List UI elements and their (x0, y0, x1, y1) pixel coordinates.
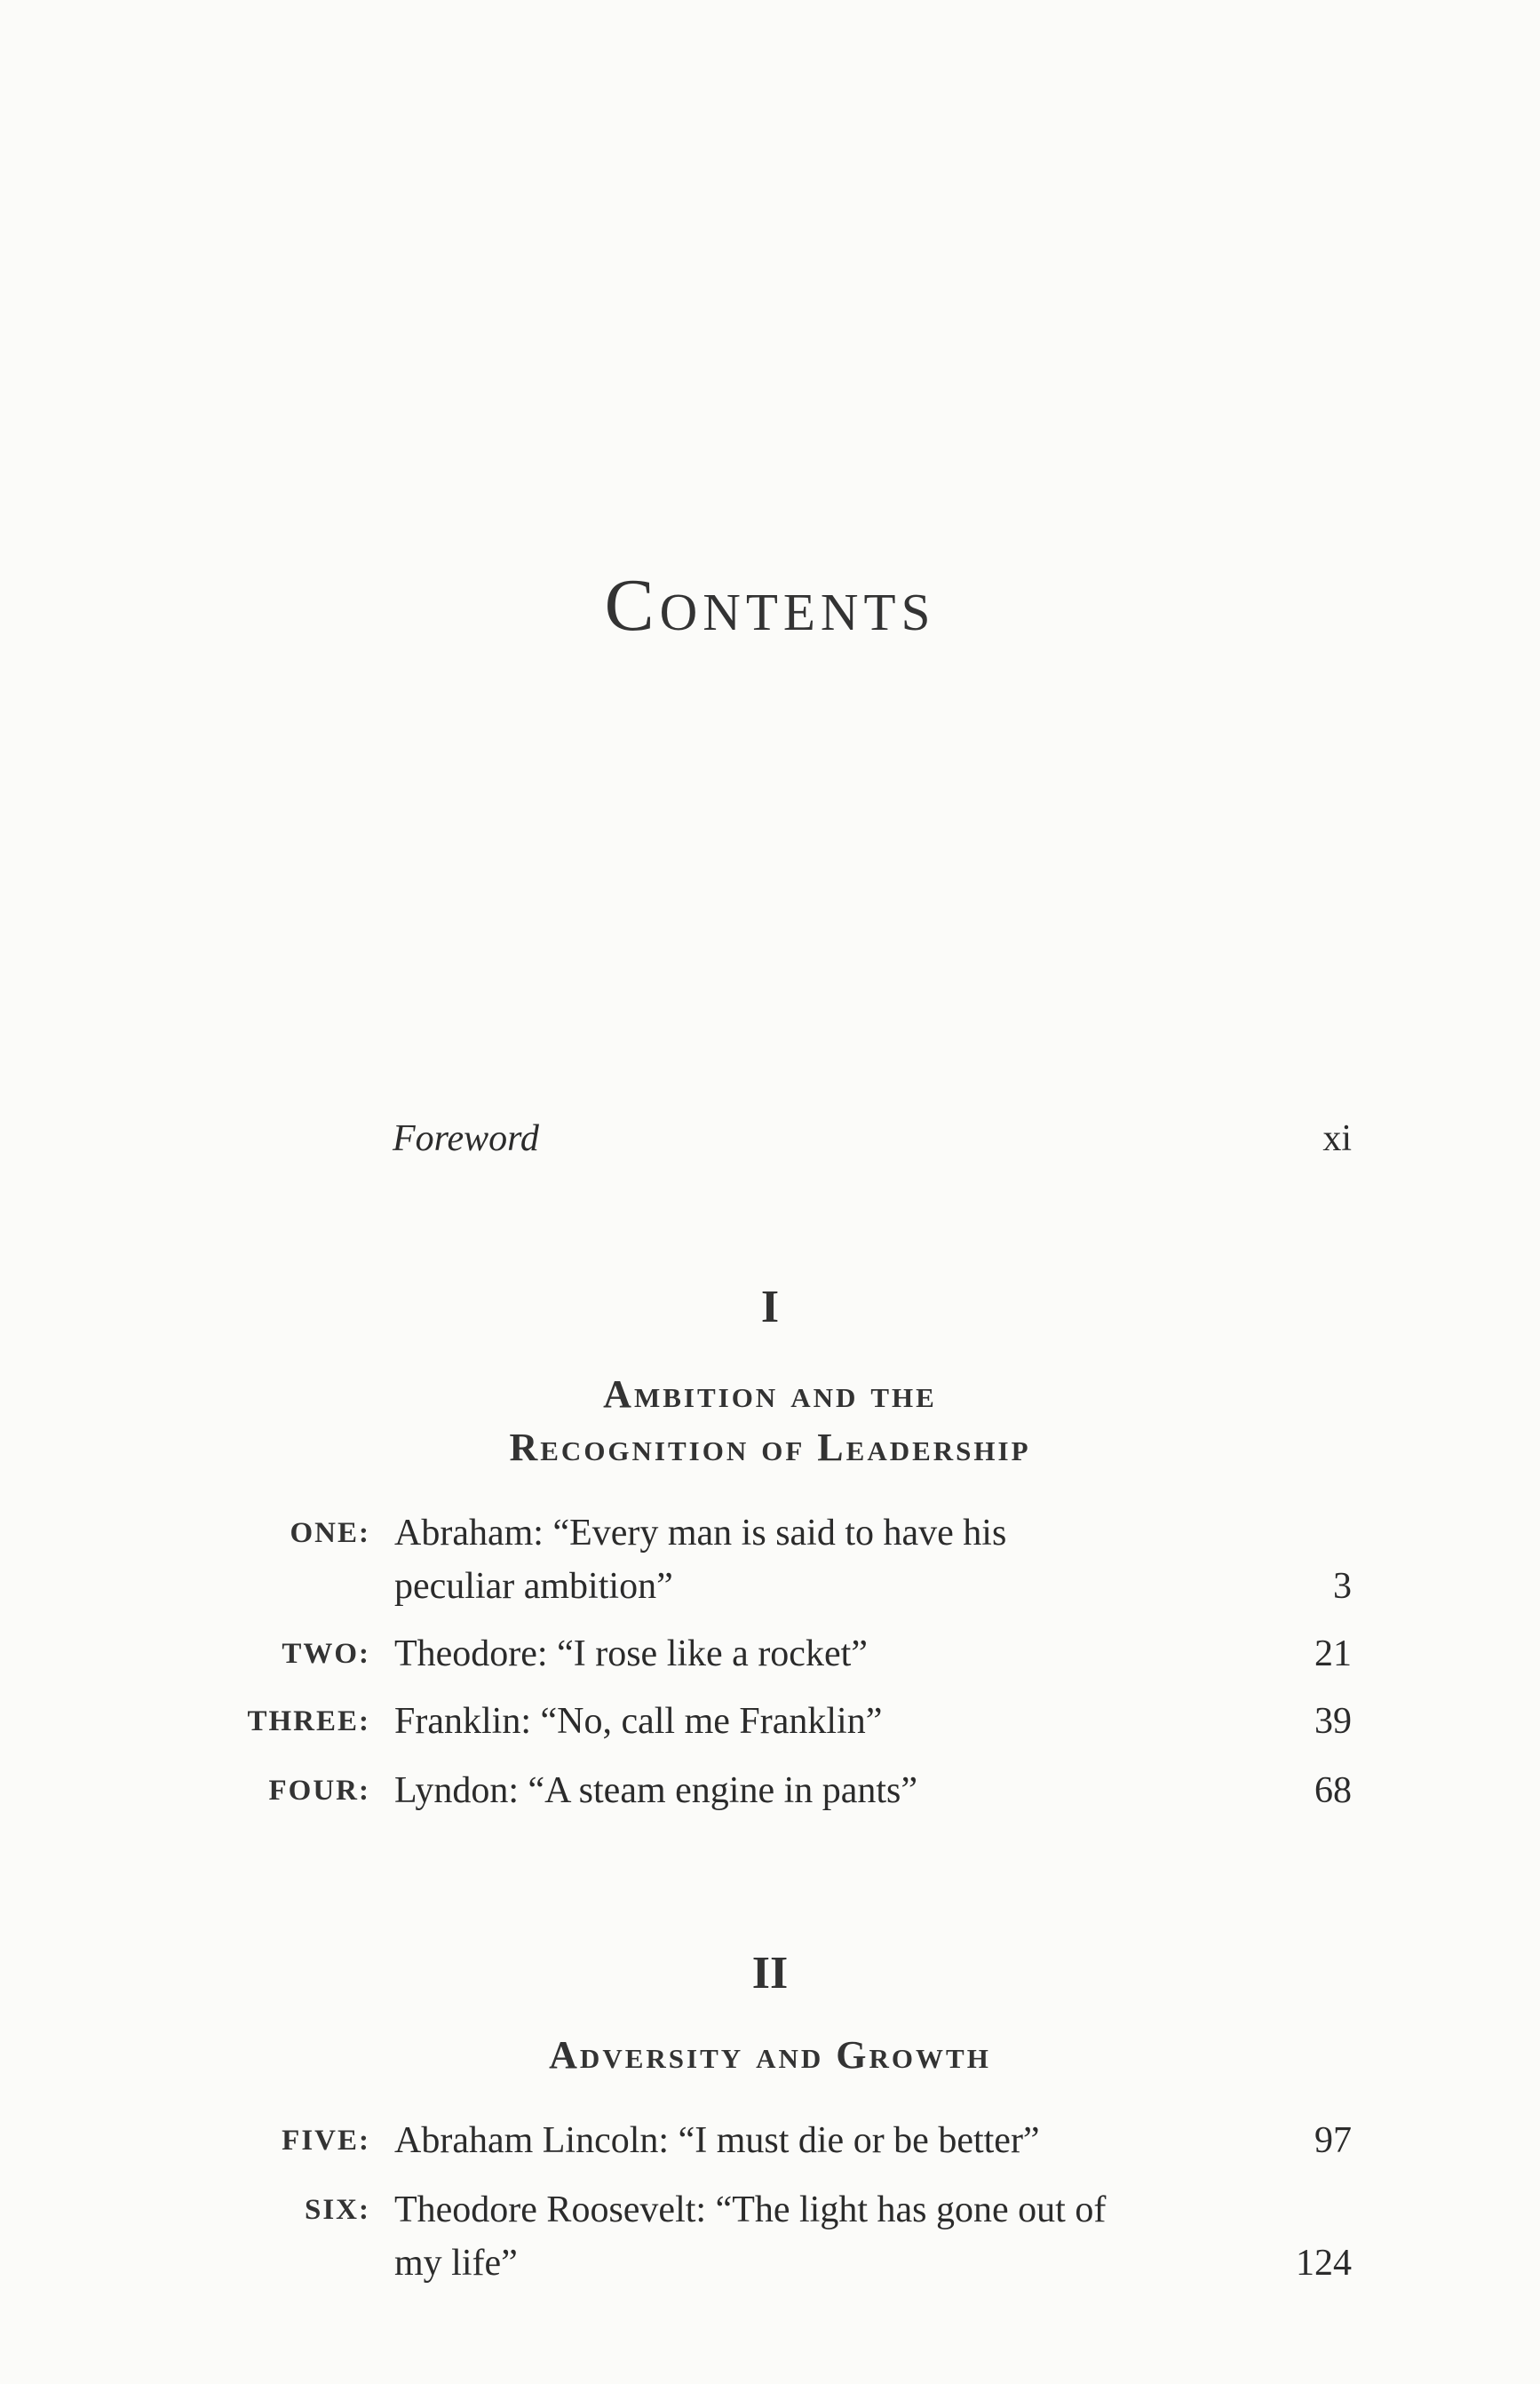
chapter-title: Abraham: “Every man is said to have his peculiar ambition” (394, 1513, 1007, 1607)
chapter-page-number: 21 (1314, 1633, 1352, 1674)
chapter-page-number: 3 (1333, 1566, 1352, 1607)
chapter-page-number: 68 (1314, 1770, 1352, 1811)
chapter-label: SIX: (304, 2194, 370, 2226)
part-title-line: Adversity and Growth (549, 2033, 991, 2077)
page-title: Contents (604, 564, 936, 647)
chapter-title: Lyndon: “A steam engine in pants” (394, 1770, 918, 1811)
chapter-label: FIVE: (282, 2125, 370, 2157)
chapter-title: Abraham Lincoln: “I must die or be better” (394, 2120, 1040, 2161)
chapter-page-number: 97 (1314, 2120, 1352, 2161)
chapter-label: FOUR: (268, 1775, 370, 1807)
chapter-page-number: 39 (1314, 1701, 1352, 1742)
foreword-link[interactable]: Foreword (393, 1118, 539, 1159)
part-numeral: II (751, 1948, 789, 1999)
part-title-line: Recognition of Leadership (509, 1426, 1031, 1469)
foreword-page-number: xi (1322, 1118, 1352, 1159)
part-title-line: Ambition and the (603, 1372, 937, 1416)
chapter-label: THREE: (247, 1705, 370, 1737)
part-numeral: I (760, 1282, 780, 1332)
chapter-title: Theodore: “I rose like a rocket” (394, 1633, 868, 1674)
chapter-label: ONE: (290, 1517, 370, 1549)
chapter-label: TWO: (282, 1638, 370, 1670)
chapter-title: Theodore Roosevelt: “The light has gone out of my life” (394, 2189, 1107, 2284)
chapter-title: Franklin: “No, call me Franklin” (394, 1701, 883, 1742)
chapter-page-number: 124 (1296, 2243, 1352, 2284)
